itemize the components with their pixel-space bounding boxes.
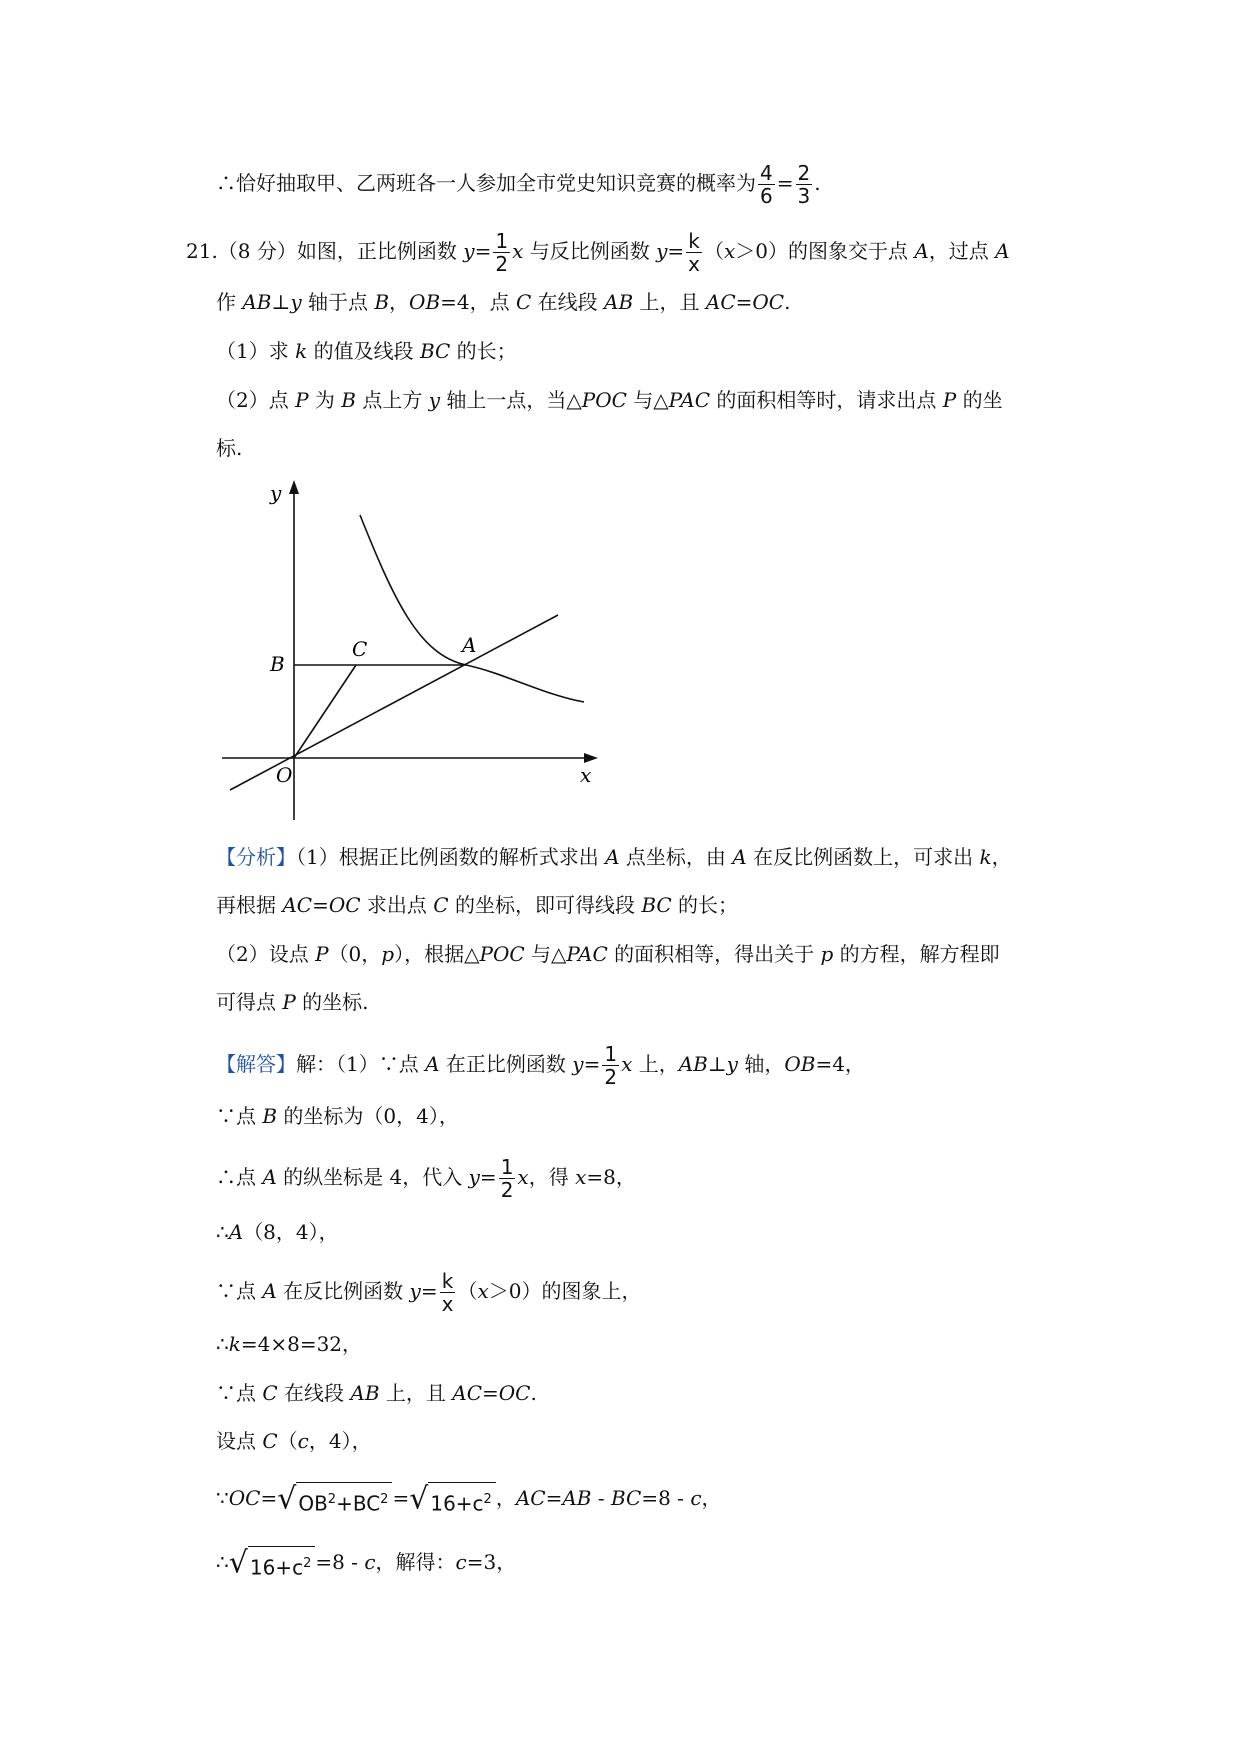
part-1: （1）求 k 的值及线段 BC 的长； bbox=[216, 339, 517, 363]
label-O: O bbox=[276, 763, 293, 787]
part-2: （2）点 P 为 B 点上方 y 轴上一点，当△POC 与△PAC 的面积相等时，请求出点 P 的坐 bbox=[216, 388, 1003, 412]
function-graph bbox=[214, 480, 604, 820]
solution-line5: ∵点 A 在反比例函数 y= $\frac{k}{x}$ （x＞0）的图象上， bbox=[216, 1269, 642, 1316]
label-A: A bbox=[462, 633, 477, 657]
x-axis-arrow bbox=[584, 753, 598, 763]
solution-line4: ∴A（8，4）， bbox=[216, 1220, 339, 1244]
label-y: y bbox=[270, 481, 282, 505]
solution-line6: ∴k=4×8=32， bbox=[216, 1332, 363, 1356]
segment-OC bbox=[294, 665, 356, 758]
analysis-line2: 再根据 AC=OC 求出点 C 的坐标，即可得线段 BC 的长； bbox=[216, 893, 739, 917]
solution-line10: ∴√ $16+c^2 =8 - c$，解得：c=3， bbox=[216, 1545, 517, 1581]
label-C: C bbox=[352, 637, 368, 661]
analysis-line3: （2）设点 P（0，p），根据△POC 与△PAC 的面积相等，得出关于 p 的方程，解方程即 bbox=[216, 942, 1000, 966]
solution-line9: ∵OC=√ $OB^2+BC^2$ =√ $16+c^2$ ，AC=AB - BC=8 - c， bbox=[216, 1481, 722, 1517]
question-21-line1: 21.（8 分）如图，正比例函数 y= $\frac{1}{2}$ x 与反比例函数 y= $\frac{k}{x}$ （x＞0）的图象交于点 A，过点 A bbox=[186, 229, 1010, 276]
label-x: x bbox=[580, 763, 592, 787]
solution-line1: 【解答】解：（1）∵点 A 在正比例函数 y= $\frac{1}{2}$ x 上，AB⊥y 轴，OB=4， bbox=[216, 1042, 865, 1089]
probability-line: ∴恰好抽取甲、乙两班各一人参加全市党史知识竞赛的概率为 $\frac{4}{6}$ = $\frac{2}{3}$ . bbox=[216, 161, 821, 208]
solution-line3: ∴点 A 的纵坐标是 4，代入 y= $\frac{1}{2}$ x，得 x=8， bbox=[216, 1155, 636, 1202]
y-axis-arrow bbox=[289, 480, 299, 494]
analysis-line4: 可得点 P 的坐标. bbox=[216, 990, 369, 1014]
part-2-cont: 标. bbox=[216, 436, 243, 460]
solution-line8: 设点 C（c，4）， bbox=[216, 1429, 372, 1453]
label-B: B bbox=[270, 652, 285, 676]
solution-line7: ∵点 C 在线段 AB 上，且 AC=OC. bbox=[216, 1381, 537, 1405]
question-21-line2: 作 AB⊥y 轴于点 B，OB=4，点 C 在线段 AB 上，且 AC=OC. bbox=[216, 290, 791, 314]
solution-line2: ∵点 B 的坐标为（0，4）， bbox=[216, 1104, 459, 1128]
analysis-line1: 【分析】（1）根据正比例函数的解析式求出 A 点坐标，由 A 在反比例函数上，可求出 k， bbox=[216, 845, 1012, 869]
hyperbola bbox=[360, 515, 584, 702]
